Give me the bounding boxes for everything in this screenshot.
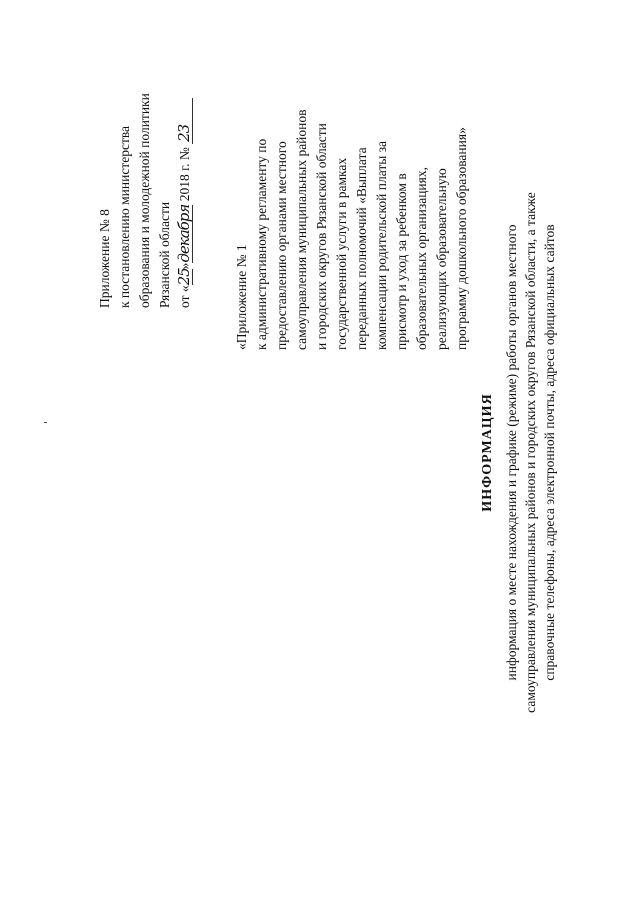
- info-line: информация о месте нахождения и графике (режиме) работы органов местного: [504, 224, 519, 681]
- attachment-1-line: «Приложение № 1: [234, 244, 249, 350]
- attachment-1-line: присмотр и уход за ребенком в: [394, 173, 409, 350]
- info-heading: ИНФОРМАЦИЯ: [480, 393, 495, 512]
- attachment-8-line: образования и молодежной политики: [137, 93, 152, 308]
- attachment-1-line: к административному регламенту по: [254, 138, 269, 350]
- attachment-1-line: программу дошкольного образования»: [454, 127, 469, 350]
- document-number: 23: [176, 98, 193, 144]
- date-prefix: от «: [177, 285, 192, 308]
- date-month: декабря: [175, 204, 193, 263]
- info-line: справочные телефоны, адреса электронной почты, адреса официальных сайтов: [542, 224, 557, 681]
- attachment-1-line: самоуправления муниципальных районов: [294, 109, 309, 350]
- attachment-1-line: предоставлению органами местного: [274, 141, 289, 350]
- attachment-8-date-line: [175, 93, 195, 308]
- date-year: 2018 г. №: [177, 143, 192, 205]
- attachment-8-line: к постановлению министерства: [117, 125, 132, 308]
- attachment-1-line: государственной услуги в рамках: [334, 157, 349, 350]
- info-line: самоуправления муниципальных районов и городских округов Рязанской области, а также: [523, 192, 538, 713]
- attachment-1-block: [232, 109, 472, 350]
- info-description: [502, 0, 559, 905]
- attachment-8-block: [95, 93, 195, 308]
- attachment-8-line: Рязанской области: [157, 201, 172, 308]
- quote-close: »: [177, 262, 192, 270]
- attachment-1-line: и городских округов Рязанской области: [314, 123, 329, 350]
- attachment-1-line: образовательных организациях,: [414, 167, 429, 350]
- date-day: 25: [175, 268, 193, 286]
- attachment-8-line: Приложение № 8: [97, 209, 112, 308]
- attachment-1-line: реализующих образовательную: [434, 168, 449, 350]
- attachment-1-line: компенсации родительской платы за: [374, 140, 389, 350]
- attachment-1-line: переданных полномочий «Выплата: [354, 147, 369, 350]
